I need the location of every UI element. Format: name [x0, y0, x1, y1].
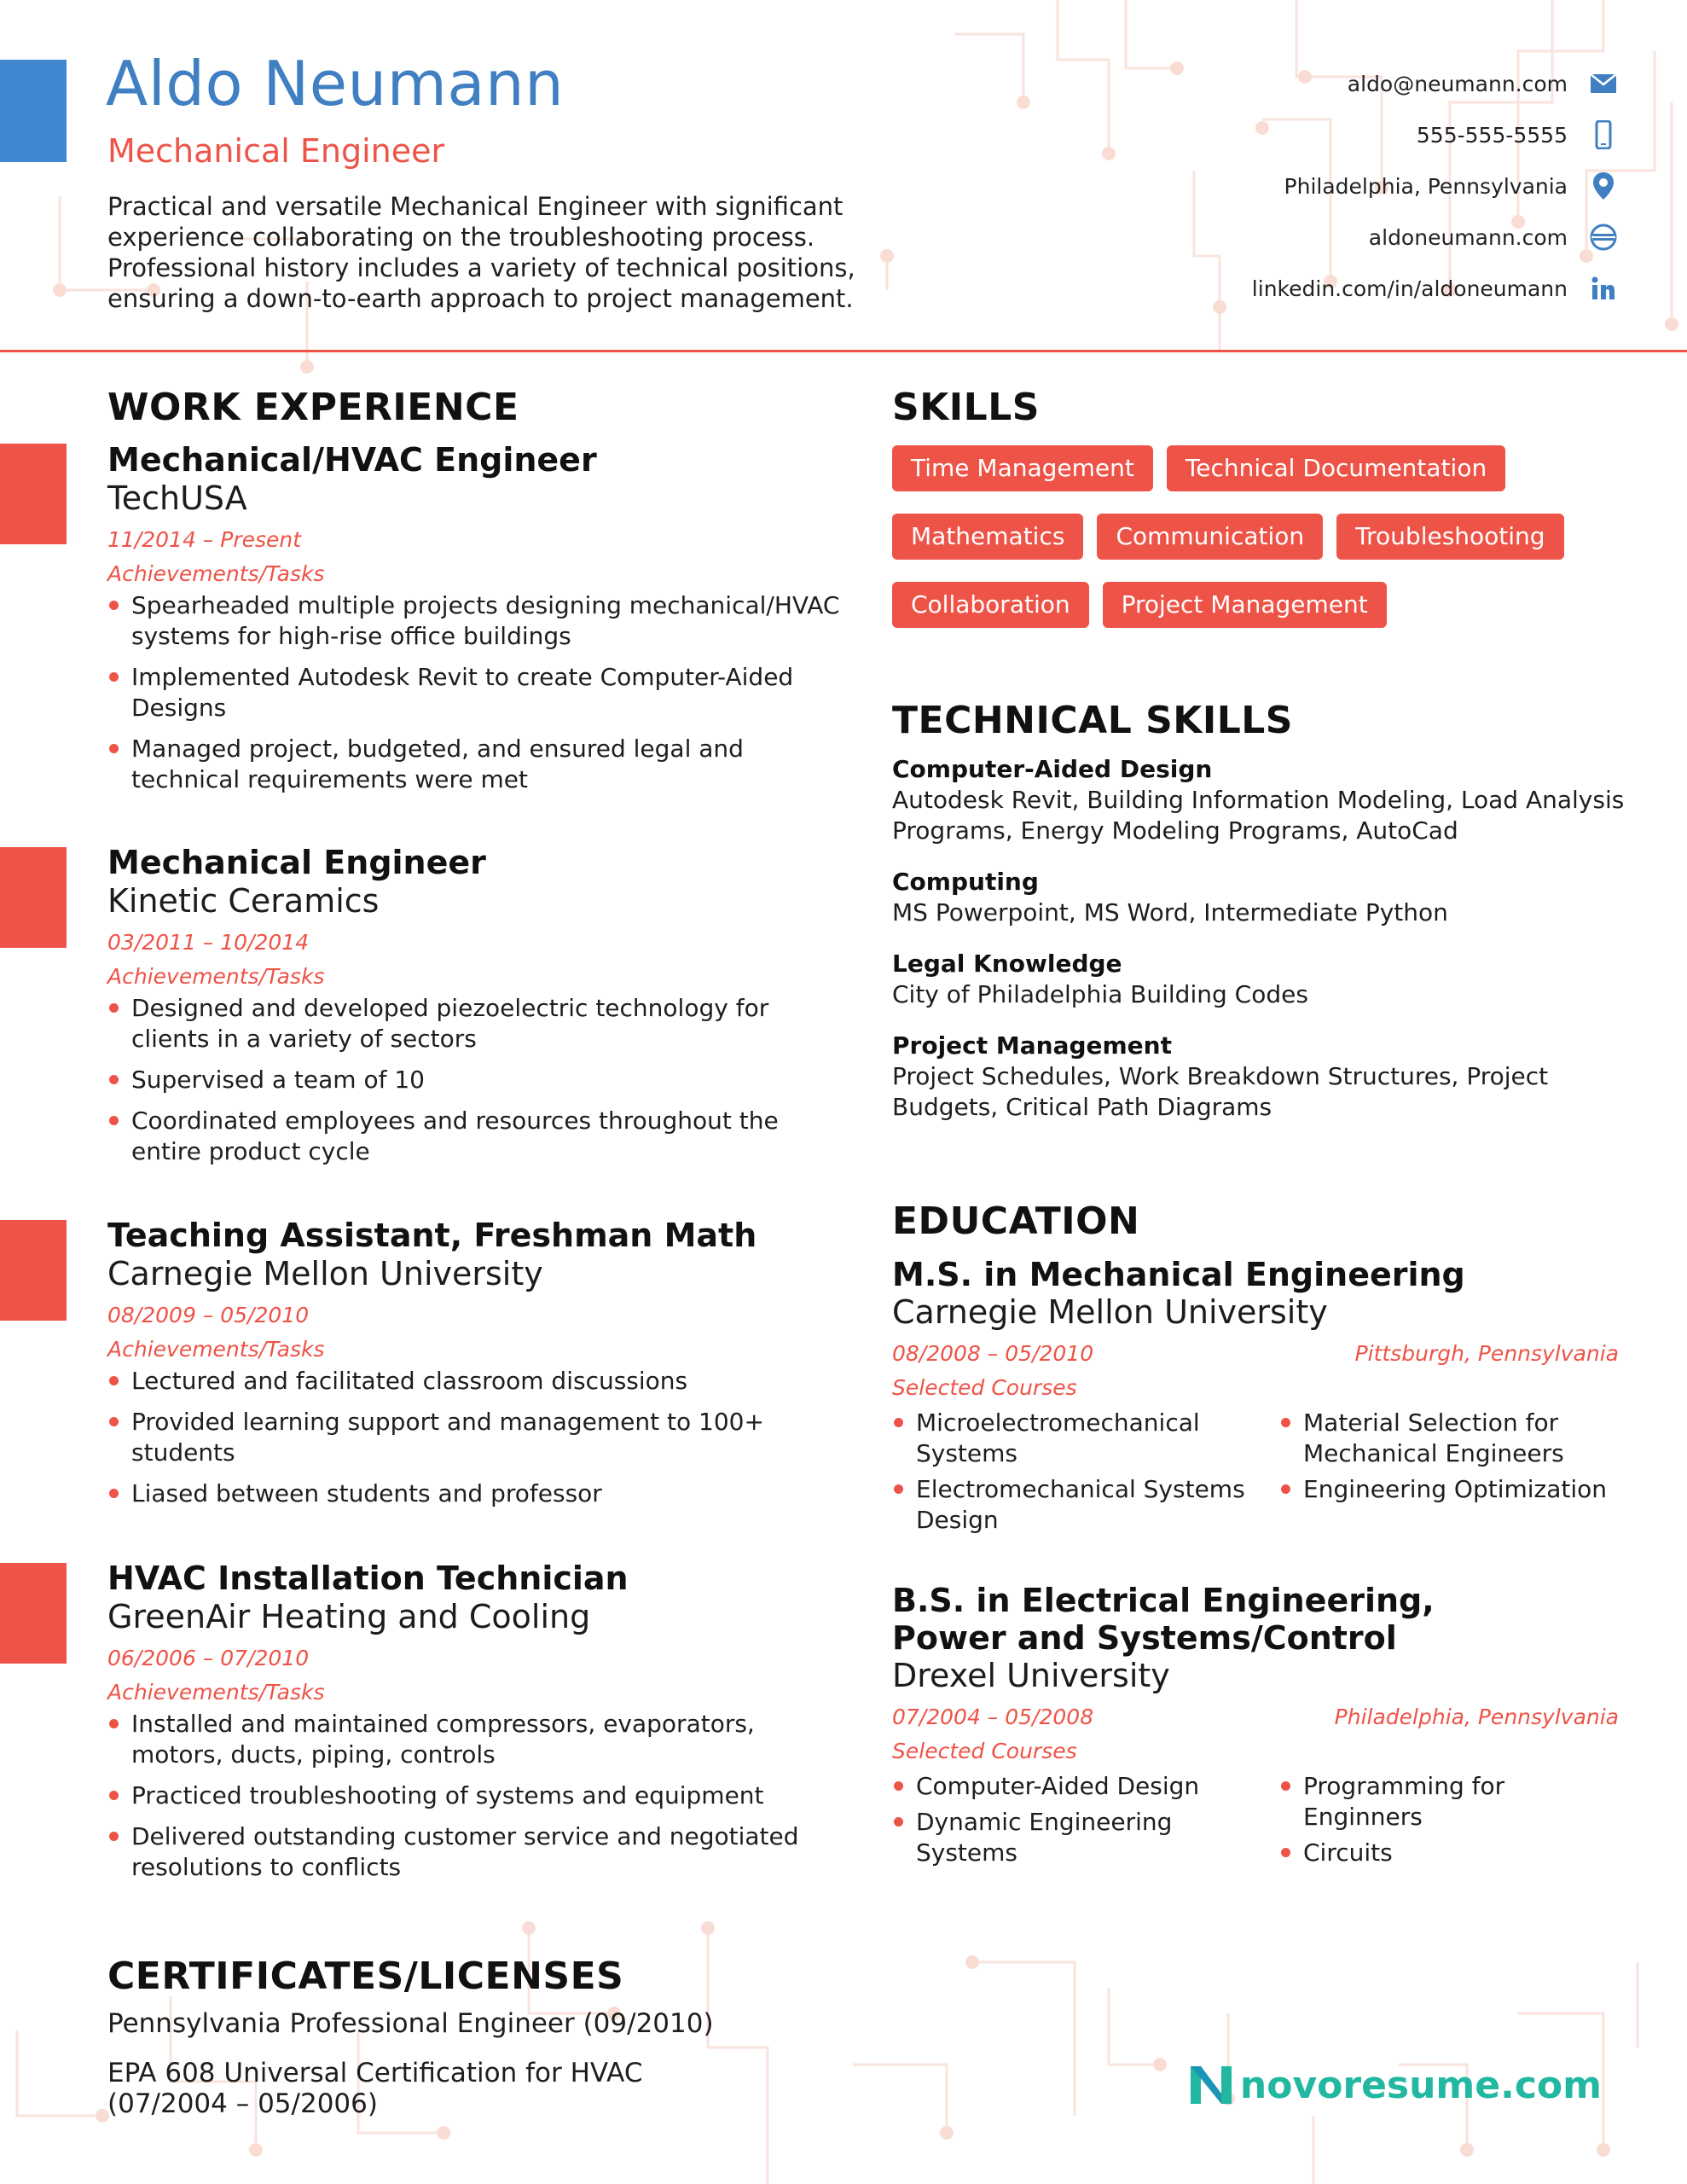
course-text: Programming for Enginners — [1303, 1772, 1505, 1831]
job-company: TechUSA — [107, 479, 247, 517]
bullet-icon — [1281, 1418, 1290, 1427]
job-task — [107, 1065, 841, 1095]
technical-skills-heading: TECHNICAL SKILLS — [892, 699, 1293, 742]
job-task-text: Designed and developed piezoelectric technology for clients in a variety of sectors — [131, 994, 769, 1053]
bullet-icon — [109, 1376, 119, 1385]
certificate-item: Pennsylvania Professional Engineer (09/2010) — [107, 2008, 714, 2039]
novoresume-logo-text: novoresume.com — [1239, 2063, 1602, 2107]
course-text: Dynamic Engineering Systems — [916, 1808, 1173, 1867]
tech-skill-title: Project Management — [892, 1031, 1172, 1060]
job-task — [107, 1478, 841, 1509]
job-task-text: Installed and maintained compressors, evaporators, motors, ducts, piping, controls — [131, 1710, 755, 1769]
bullet-icon — [109, 1003, 119, 1013]
candidate-title: Mechanical Engineer — [107, 132, 445, 170]
job-task — [107, 993, 841, 1054]
job-dates: 06/2006 – 07/2010 — [107, 1646, 310, 1670]
skill-tag: Collaboration — [892, 582, 1089, 628]
job-task-text: Lectured and facilitated classroom discussions — [131, 1367, 688, 1395]
tech-skill-item — [892, 1031, 1634, 1123]
job-task-text: Managed project, budgeted, and ensured legal and technical requirements were met — [131, 735, 744, 793]
job-accent-bar — [0, 444, 67, 544]
job-task — [107, 1106, 841, 1167]
phone-icon — [1588, 119, 1619, 150]
contact-email-text[interactable]: aldo@neumann.com — [1347, 71, 1568, 96]
edu-school: Drexel University — [892, 1657, 1170, 1694]
job-task-text: Practiced troubleshooting of systems and equipment — [131, 1781, 764, 1809]
contact-linkedin[interactable] — [971, 263, 1619, 314]
technical-skills-list — [892, 754, 1634, 1143]
bullet-icon — [1281, 1484, 1290, 1494]
tech-skill-title: Legal Knowledge — [892, 950, 1122, 978]
bullet-icon — [109, 1832, 119, 1841]
location-pin-icon — [1588, 171, 1619, 201]
skill-tag: Time Management — [892, 445, 1153, 491]
bullet-icon — [109, 1791, 119, 1800]
job-task-text: Spearheaded multiple projects designing mechanical/HVAC systems for high-rise office buildings — [131, 591, 840, 650]
job-title: Mechanical Engineer — [107, 844, 486, 881]
course-list — [892, 1408, 1279, 1541]
contact-phone[interactable] — [971, 109, 1619, 160]
certificate-list — [107, 2008, 875, 2138]
education-entry — [892, 1582, 1619, 1873]
job-task-text: Coordinated employees and resources throughout the entire product cycle — [131, 1107, 779, 1165]
skill-tag: Technical Documentation — [1167, 445, 1505, 491]
certificates-heading: CERTIFICATES/LICENSES — [107, 1955, 624, 1998]
bullet-icon — [894, 1418, 903, 1427]
course-item — [892, 1474, 1279, 1536]
tech-skill-item — [892, 754, 1634, 846]
job-entry — [107, 1216, 841, 1519]
education-entry — [892, 1256, 1619, 1541]
job-tasks-label: Achievements/Tasks — [107, 964, 325, 989]
job-dates: 03/2011 – 10/2014 — [107, 930, 310, 955]
job-task — [107, 1709, 841, 1770]
contact-phone-text[interactable]: 555-555-5555 — [1416, 122, 1568, 148]
bullet-icon — [1281, 1781, 1290, 1791]
contact-website[interactable] — [971, 212, 1619, 263]
course-item — [1279, 1474, 1619, 1505]
job-tasks-label: Achievements/Tasks — [107, 1337, 325, 1362]
course-list — [1279, 1771, 1619, 1873]
job-dates: 11/2014 – Present — [107, 527, 302, 552]
bullet-icon — [1281, 1848, 1290, 1857]
job-task-list — [107, 1366, 841, 1509]
certificate-item: EPA 608 Universal Certification for HVAC (07/2004 – 05/2006) — [107, 2058, 643, 2119]
job-task-text: Implemented Autodesk Revit to create Computer-Aided Designs — [131, 663, 794, 722]
education-heading: EDUCATION — [892, 1199, 1140, 1243]
header-divider — [0, 350, 1687, 352]
bullet-icon — [894, 1781, 903, 1791]
skill-row — [892, 514, 1626, 560]
skill-row — [892, 445, 1626, 491]
job-task-list — [107, 993, 841, 1167]
novoresume-logo[interactable] — [1187, 2063, 1602, 2107]
edu-courses-label: Selected Courses — [892, 1375, 1077, 1400]
job-company: GreenAir Heating and Cooling — [107, 1598, 591, 1635]
tech-skill-title: Computing — [892, 868, 1039, 896]
header-accent-bar — [0, 60, 67, 162]
job-task — [107, 734, 841, 795]
tech-skill-body: MS Powerpoint, MS Word, Intermediate Python — [892, 898, 1448, 926]
course-text: Material Selection for Mechanical Engineers — [1303, 1409, 1564, 1467]
job-entry — [107, 440, 841, 805]
skill-row — [892, 582, 1626, 628]
contact-linkedin-text[interactable]: linkedin.com/in/aldoneumann — [1251, 276, 1568, 301]
course-item — [892, 1771, 1279, 1802]
bullet-icon — [894, 1817, 903, 1827]
envelope-icon — [1588, 68, 1619, 99]
job-task-text: Provided learning support and management to 100+ students — [131, 1408, 764, 1467]
edu-meta — [892, 1339, 1619, 1368]
job-task — [107, 1821, 841, 1883]
bullet-icon — [109, 601, 119, 610]
job-task-list — [107, 1709, 841, 1883]
profile-summary: Practical and versatile Mechanical Engineer with significant experience collaborating on the troubleshooting process. Professional history includes a variety of technical positions, ensuring a down-to-earth approach to project management. — [107, 192, 855, 313]
course-item — [1279, 1838, 1619, 1868]
edu-course-grid — [892, 1406, 1619, 1541]
skill-tag: Troubleshooting — [1336, 514, 1563, 560]
tech-skill-title: Computer-Aided Design — [892, 755, 1213, 783]
course-item — [1279, 1771, 1619, 1833]
job-tasks-label: Achievements/Tasks — [107, 561, 325, 586]
bullet-icon — [109, 744, 119, 753]
job-task-text: Supervised a team of 10 — [131, 1066, 425, 1094]
contact-website-text[interactable]: aldoneumann.com — [1368, 224, 1568, 250]
tech-skill-body: City of Philadelphia Building Codes — [892, 980, 1308, 1008]
job-task — [107, 1366, 841, 1397]
bullet-icon — [109, 1075, 119, 1084]
job-task — [107, 1780, 841, 1811]
job-company: Kinetic Ceramics — [107, 882, 380, 920]
contact-location — [971, 160, 1619, 212]
edu-meta — [892, 1703, 1619, 1732]
edu-school: Carnegie Mellon University — [892, 1293, 1328, 1331]
contact-email[interactable] — [971, 58, 1619, 109]
course-list — [1279, 1408, 1619, 1541]
work-experience-heading: WORK EXPERIENCE — [107, 386, 519, 429]
job-task-text: Delivered outstanding customer service and negotiated resolutions to conflicts — [131, 1822, 799, 1881]
edu-location: Philadelphia, Pennsylvania — [1334, 1705, 1619, 1729]
edu-course-grid — [892, 1769, 1619, 1873]
job-task — [107, 1407, 841, 1468]
course-item — [1279, 1408, 1619, 1469]
edu-dates: 07/2004 – 05/2008 — [892, 1705, 1094, 1729]
edu-dates: 08/2008 – 05/2010 — [892, 1341, 1094, 1366]
course-item — [892, 1807, 1279, 1868]
bullet-icon — [109, 672, 119, 682]
contact-list — [971, 58, 1619, 314]
job-title: HVAC Installation Technician — [107, 1560, 629, 1597]
tech-skill-item — [892, 949, 1634, 1010]
candidate-name: Aldo Neumann — [106, 48, 565, 119]
edu-location: Pittsburgh, Pennsylvania — [1354, 1341, 1619, 1366]
linkedin-icon — [1588, 273, 1619, 304]
globe-icon — [1588, 222, 1619, 253]
skill-tag: Project Management — [1103, 582, 1387, 628]
skill-tag: Mathematics — [892, 514, 1083, 560]
course-text: Computer-Aided Design — [916, 1772, 1200, 1800]
job-task-list — [107, 590, 841, 795]
job-entry — [107, 843, 841, 1177]
course-text: Circuits — [1303, 1838, 1393, 1867]
job-task — [107, 662, 841, 723]
course-text: Engineering Optimization — [1303, 1475, 1608, 1503]
tech-skill-item — [892, 867, 1634, 928]
edu-courses-label: Selected Courses — [892, 1739, 1077, 1763]
job-accent-bar — [0, 1220, 67, 1321]
job-entry — [107, 1559, 841, 1893]
course-text: Microelectromechanical Systems — [916, 1409, 1200, 1467]
skills-tag-list — [892, 445, 1626, 650]
skill-tag: Communication — [1097, 514, 1323, 560]
job-task-text: Liased between students and professor — [131, 1479, 602, 1507]
job-title: Mechanical/HVAC Engineer — [107, 441, 597, 479]
job-title: Teaching Assistant, Freshman Math — [107, 1217, 757, 1254]
bullet-icon — [109, 1719, 119, 1728]
job-dates: 08/2009 – 05/2010 — [107, 1303, 310, 1327]
bullet-icon — [109, 1417, 119, 1426]
skills-heading: SKILLS — [892, 386, 1040, 429]
edu-degree: B.S. in Electrical Engineering, Power and Systems/Control — [892, 1582, 1435, 1657]
tech-skill-body: Project Schedules, Work Breakdown Structures, Project Budgets, Critical Path Diagrams — [892, 1062, 1549, 1121]
novoresume-n-icon — [1187, 2063, 1235, 2107]
course-list — [892, 1771, 1279, 1873]
bullet-icon — [109, 1489, 119, 1498]
contact-location-text: Philadelphia, Pennsylvania — [1284, 173, 1568, 199]
job-accent-bar — [0, 847, 67, 948]
job-tasks-label: Achievements/Tasks — [107, 1680, 325, 1705]
job-accent-bar — [0, 1563, 67, 1664]
course-text: Electromechanical Systems Design — [916, 1475, 1245, 1534]
tech-skill-body: Autodesk Revit, Building Information Modeling, Load Analysis Programs, Energy Modeling Programs, AutoCad — [892, 786, 1625, 845]
course-item — [892, 1408, 1279, 1469]
job-task — [107, 590, 841, 652]
edu-degree: M.S. in Mechanical Engineering — [892, 1256, 1465, 1293]
bullet-icon — [894, 1484, 903, 1494]
bullet-icon — [109, 1116, 119, 1125]
job-company: Carnegie Mellon University — [107, 1255, 543, 1292]
